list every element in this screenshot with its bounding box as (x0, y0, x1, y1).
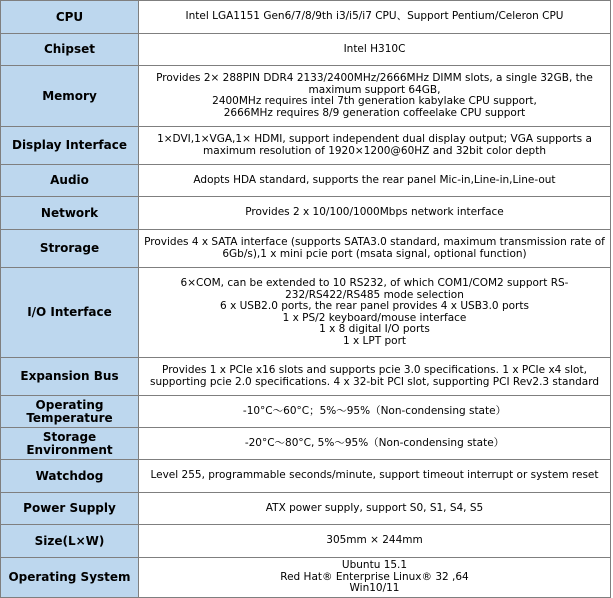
spec-row-size (1, 525, 611, 558)
spec-value-line: 2666MHz requires 8/9 generation coffeelake CPU support (223, 106, 526, 119)
spec-row-watchdog (1, 460, 611, 493)
spec-value-line: Adopts HDA standard, supports the rear panel Mic-in,Line-in,Line-out (193, 173, 556, 186)
spec-value (139, 230, 611, 268)
spec-value-line: Red Hat® Enterprise Linux® 32 ,64 (280, 570, 469, 583)
spec-value-line: 1 x PS/2 keyboard/mouse interface (282, 311, 467, 324)
spec-label: Operating Temperature (1, 396, 139, 428)
spec-value (139, 165, 611, 197)
spec-value (139, 493, 611, 525)
spec-row-io-interface (1, 268, 611, 358)
spec-value-line: Level 255, programmable seconds/minute, support timeout interrupt or system reset (150, 469, 599, 482)
spec-value-line: Provides 2 x 10/100/1000Mbps network interface (245, 206, 504, 219)
spec-value-line: 305mm × 244mm (326, 534, 423, 547)
spec-row-power-supply (1, 493, 611, 525)
spec-value-line: 1 x 8 digital I/O ports (319, 323, 430, 335)
spec-value (139, 460, 611, 493)
spec-row-cpu (1, 1, 611, 34)
spec-row-storage-environment (1, 428, 611, 460)
spec-value-line: 1 x LPT port (342, 334, 407, 347)
spec-value-line: ATX power supply, support S0, S1, S4, S5 (265, 501, 484, 514)
spec-label: Expansion Bus (1, 358, 139, 396)
spec-label: Memory (1, 66, 139, 127)
spec-value (139, 525, 611, 558)
spec-value (139, 197, 611, 230)
spec-label: I/O Interface (1, 268, 139, 358)
spec-row-display-interface (1, 127, 611, 165)
spec-row-chipset (1, 34, 611, 66)
spec-value-line: Win10/11 (349, 582, 400, 595)
spec-value-line: Intel H310C (343, 42, 406, 55)
spec-value-line: Provides 4 x SATA interface (supports SATA3.0 standard, maximum transmission rate of 6Gb/s),1 x mini pcie port (msata signal, optional function) (144, 236, 605, 260)
spec-value-line: Intel LGA1151 Gen6/7/8/9th i3/i5/i7 CPU、Support Pentium/Celeron CPU (185, 10, 564, 23)
spec-label: Chipset (1, 34, 139, 66)
spec-value (139, 558, 611, 598)
spec-label: Audio (1, 165, 139, 197)
spec-label: Storage Environment (1, 428, 139, 460)
spec-value (139, 358, 611, 396)
spec-value (139, 66, 611, 127)
spec-value-line: 1×DVI,1×VGA,1× HDMI, support independent dual display output; VGA supports a maximum resolution of 1920×1200@60HZ and 32bit color depth (157, 133, 592, 157)
spec-value-line: Provides 2× 288PIN DDR4 2133/2400MHz/2666MHz DIMM slots, a single 32GB, the maximum support 64GB, (156, 72, 593, 96)
spec-value (139, 268, 611, 358)
spec-value-line: 6 x USB2.0 ports, the rear panel provides 4 x USB3.0 ports (220, 300, 529, 312)
spec-row-memory (1, 66, 611, 127)
spec-label: Network (1, 197, 139, 230)
spec-value (139, 396, 611, 428)
spec-value (139, 428, 611, 460)
spec-label: Display Interface (1, 127, 139, 165)
spec-row-storage (1, 230, 611, 268)
spec-row-operating-temperature (1, 396, 611, 428)
spec-label: CPU (1, 1, 139, 34)
spec-value (139, 127, 611, 165)
spec-label: Operating System (1, 558, 139, 598)
spec-value (139, 1, 611, 34)
spec-label: Size(L×W) (1, 525, 139, 558)
spec-value-line: 6×COM, can be extended to 10 RS232, of which COM1/COM2 support RS-232/RS422/RS485 mode selection (180, 277, 569, 301)
spec-label: Power Supply (1, 493, 139, 525)
spec-value-line: Provides 1 x PCIe x16 slots and supports pcie 3.0 specifications. 1 x PCIe x4 slot, supporting pcie 2.0 specifications. 4 x 32-bit PCI slot, supporting PCI Rev2.3 standard (150, 364, 599, 388)
spec-value-line: 2400MHz requires intel 7th generation kabylake CPU support, (212, 95, 537, 107)
spec-label: Watchdog (1, 460, 139, 493)
spec-row-audio (1, 165, 611, 197)
spec-row-operating-system (1, 558, 611, 598)
spec-row-expansion-bus (1, 358, 611, 396)
spec-label: Strorage (1, 230, 139, 268)
spec-value-line: -20°C～80°C, 5%～95%（Non-condensing state） (244, 436, 505, 449)
spec-value (139, 34, 611, 66)
spec-row-network (1, 197, 611, 230)
spec-value-line: Ubuntu 15.1 (341, 559, 408, 572)
spec-value-line: -10°C～60°C；5%～95%（Non-condensing state） (242, 404, 507, 417)
